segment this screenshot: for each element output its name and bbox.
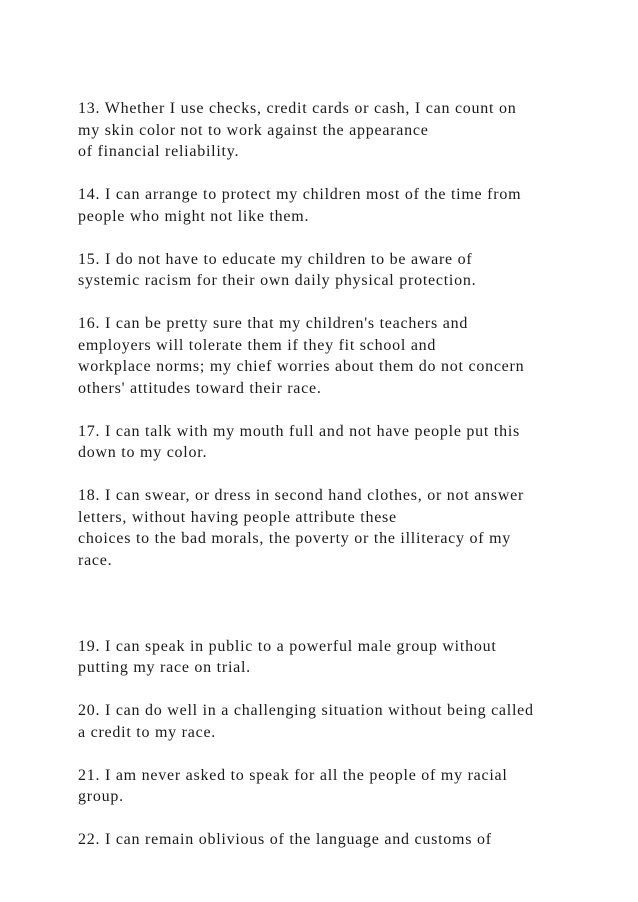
text-line: workplace norms; my chief worries about them do not concern: [78, 358, 525, 375]
text-line: 14. I can arrange to protect my children most of the time from: [78, 186, 522, 203]
text-line: race.: [78, 551, 113, 569]
text-line: my skin color not to work against the appearance: [78, 121, 429, 139]
list-item-19: [78, 636, 618, 679]
text-line: a credit to my race.: [78, 723, 217, 741]
text-line: employers will tolerate them if they fit school and: [78, 336, 437, 354]
text-line: 20. I can do well in a challenging situation without being called: [78, 702, 534, 719]
list-item-16: [78, 313, 618, 399]
list-item-13: [78, 98, 618, 163]
text-line: people who might not like them.: [78, 207, 310, 225]
text-line: 22. I can remain oblivious of the language and customs of: [78, 831, 492, 848]
blank-space: [78, 593, 618, 636]
text-line: 18. I can swear, or dress in second hand clothes, or not answer: [78, 487, 525, 504]
list-item-22: [78, 829, 618, 851]
text-line: choices to the bad morals, the poverty or the illiteracy of my: [78, 530, 512, 547]
list-item-14: [78, 184, 618, 227]
text-line: of financial reliability.: [78, 143, 240, 160]
text-line: 13. Whether I use checks, credit cards or cash, I can count on: [78, 100, 517, 117]
text-line: 19. I can speak in public to a powerful male group without: [78, 637, 497, 655]
text-line: putting my race on trial.: [78, 659, 251, 676]
list-item-20: [78, 700, 618, 743]
text-line: group.: [78, 788, 124, 805]
text-line: others' attitudes toward their race.: [78, 379, 322, 397]
text-line: 16. I can be pretty sure that my children's teachers and: [78, 315, 469, 332]
text-line: 21. I am never asked to speak for all the people of my racial: [78, 766, 508, 784]
list-item-17: [78, 421, 618, 464]
list-item-18: [78, 485, 618, 571]
text-line: 17. I can talk with my mouth full and not have people put this: [78, 422, 520, 440]
document-body: [78, 98, 618, 872]
text-line: systemic racism for their own daily physical protection.: [78, 272, 477, 289]
text-line: 15. I do not have to educate my children to be aware of: [78, 250, 473, 268]
text-line: down to my color.: [78, 444, 208, 461]
text-line: letters, without having people attribute these: [78, 508, 397, 526]
list-item-21: [78, 765, 618, 808]
list-item-15: [78, 249, 618, 292]
